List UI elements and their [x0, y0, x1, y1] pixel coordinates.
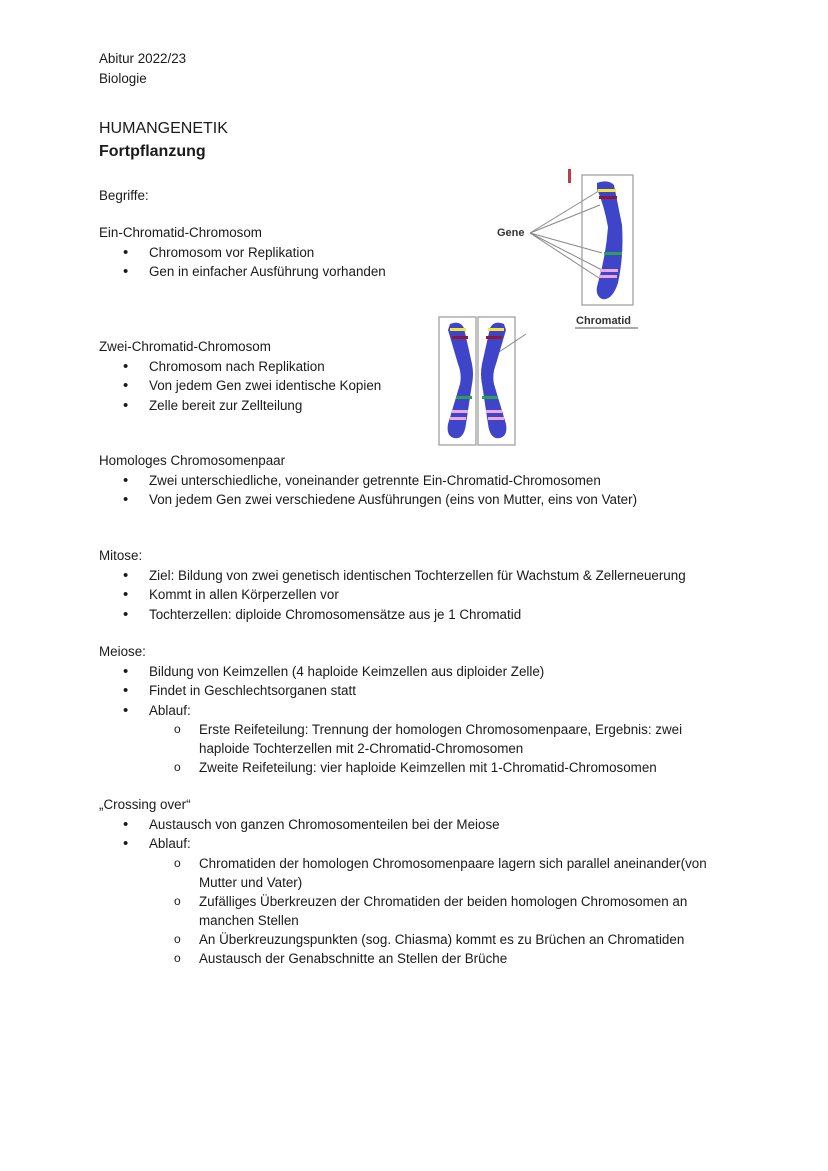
section-crossing-over — [99, 795, 759, 968]
list-item: • Chromosom vor Replikation — [99, 243, 386, 263]
header-year: Abitur 2022/23 — [99, 51, 187, 66]
chromatid-shape — [597, 181, 623, 299]
page-title: HUMANGENETIK — [99, 120, 228, 137]
chromatid-left-shape — [448, 323, 473, 439]
chromatid-right-shape — [481, 323, 506, 439]
section-ein-chromatid — [99, 223, 386, 282]
list-item: • Tochterzellen: diploide Chromosomensätze aus je 1 Chromatid — [99, 605, 686, 625]
list-item: • Von jedem Gen zwei identische Kopien — [99, 376, 381, 396]
chromatid-label: Chromatid — [576, 315, 631, 327]
list-item: • Zwei unterschiedliche, voneinander getrennte Ein-Chromatid-Chromosomen — [99, 471, 637, 491]
sub-list-item: o Austausch der Genabschnitte an Stellen der Brüche — [99, 949, 759, 968]
section-heading: Homologes Chromosomenpaar — [99, 453, 286, 468]
section-heading: Mitose: — [99, 548, 143, 563]
two-chromatid-figure — [436, 314, 531, 448]
list-item: • Von jedem Gen zwei verschiedene Ausführungen (eins von Mutter, eins von Vater) — [99, 490, 637, 510]
sub-list-item: o Zufälliges Überkreuzen der Chromatiden der beiden homologen Chromosomen an manchen Stellen — [99, 892, 724, 930]
section-mitose — [99, 546, 686, 624]
header-subject: Biologie — [99, 71, 147, 86]
sub-list-item: o Erste Reifeteilung: Trennung der homologen Chromosomenpaare, Ergebnis: zwei haploide Tochterzellen mit 2-Chromatid-Chromosomen — [99, 720, 719, 758]
section-heading: „Crossing over“ — [99, 797, 191, 812]
section-heading: Meiose: — [99, 644, 146, 659]
section-zwei-chromatid — [99, 337, 381, 415]
section-meiose — [99, 642, 759, 777]
list-item: • Findet in Geschlechtsorganen statt — [99, 681, 759, 701]
list-item: • Austausch von ganzen Chromosomenteilen bei der Meiose — [99, 815, 759, 835]
list-item: • Chromosom nach Replikation — [99, 357, 381, 377]
marker-tick — [568, 169, 571, 183]
list-item: • Bildung von Keimzellen (4 haploide Keimzellen aus diploider Zelle) — [99, 662, 759, 682]
sub-list-item: o Chromatiden der homologen Chromosomenpaare lagern sich parallel aneinander(von Mutter und Vater) — [99, 854, 739, 892]
gene-label: Gene — [497, 227, 525, 239]
list-item: • Ablauf: — [99, 701, 759, 721]
list-item: • Zelle bereit zur Zellteilung — [99, 396, 381, 416]
section-homolog — [99, 451, 637, 510]
list-item: • Ablauf: — [99, 834, 759, 854]
gene-pointer-lines — [530, 189, 602, 280]
list-item: • Kommt in allen Körperzellen vor — [99, 585, 686, 605]
list-item: • Gen in einfacher Ausführung vorhanden — [99, 262, 386, 282]
page-subtitle: Fortpflanzung — [99, 143, 206, 160]
section-heading: Zwei-Chromatid-Chromosom — [99, 339, 271, 354]
list-item: • Ziel: Bildung von zwei genetisch identischen Tochterzellen für Wachstum & Zellerneuerung — [99, 566, 686, 586]
section-heading: Ein-Chromatid-Chromosom — [99, 225, 262, 240]
terms-label: Begriffe: — [99, 188, 149, 203]
single-chromatid-figure — [490, 165, 650, 335]
sub-list-item: o Zweite Reifeteilung: vier haploide Keimzellen mit 1-Chromatid-Chromosomen — [99, 758, 759, 777]
sub-list-item: o An Überkreuzungspunkten (sog. Chiasma) kommt es zu Brüchen an Chromatiden — [99, 930, 759, 949]
